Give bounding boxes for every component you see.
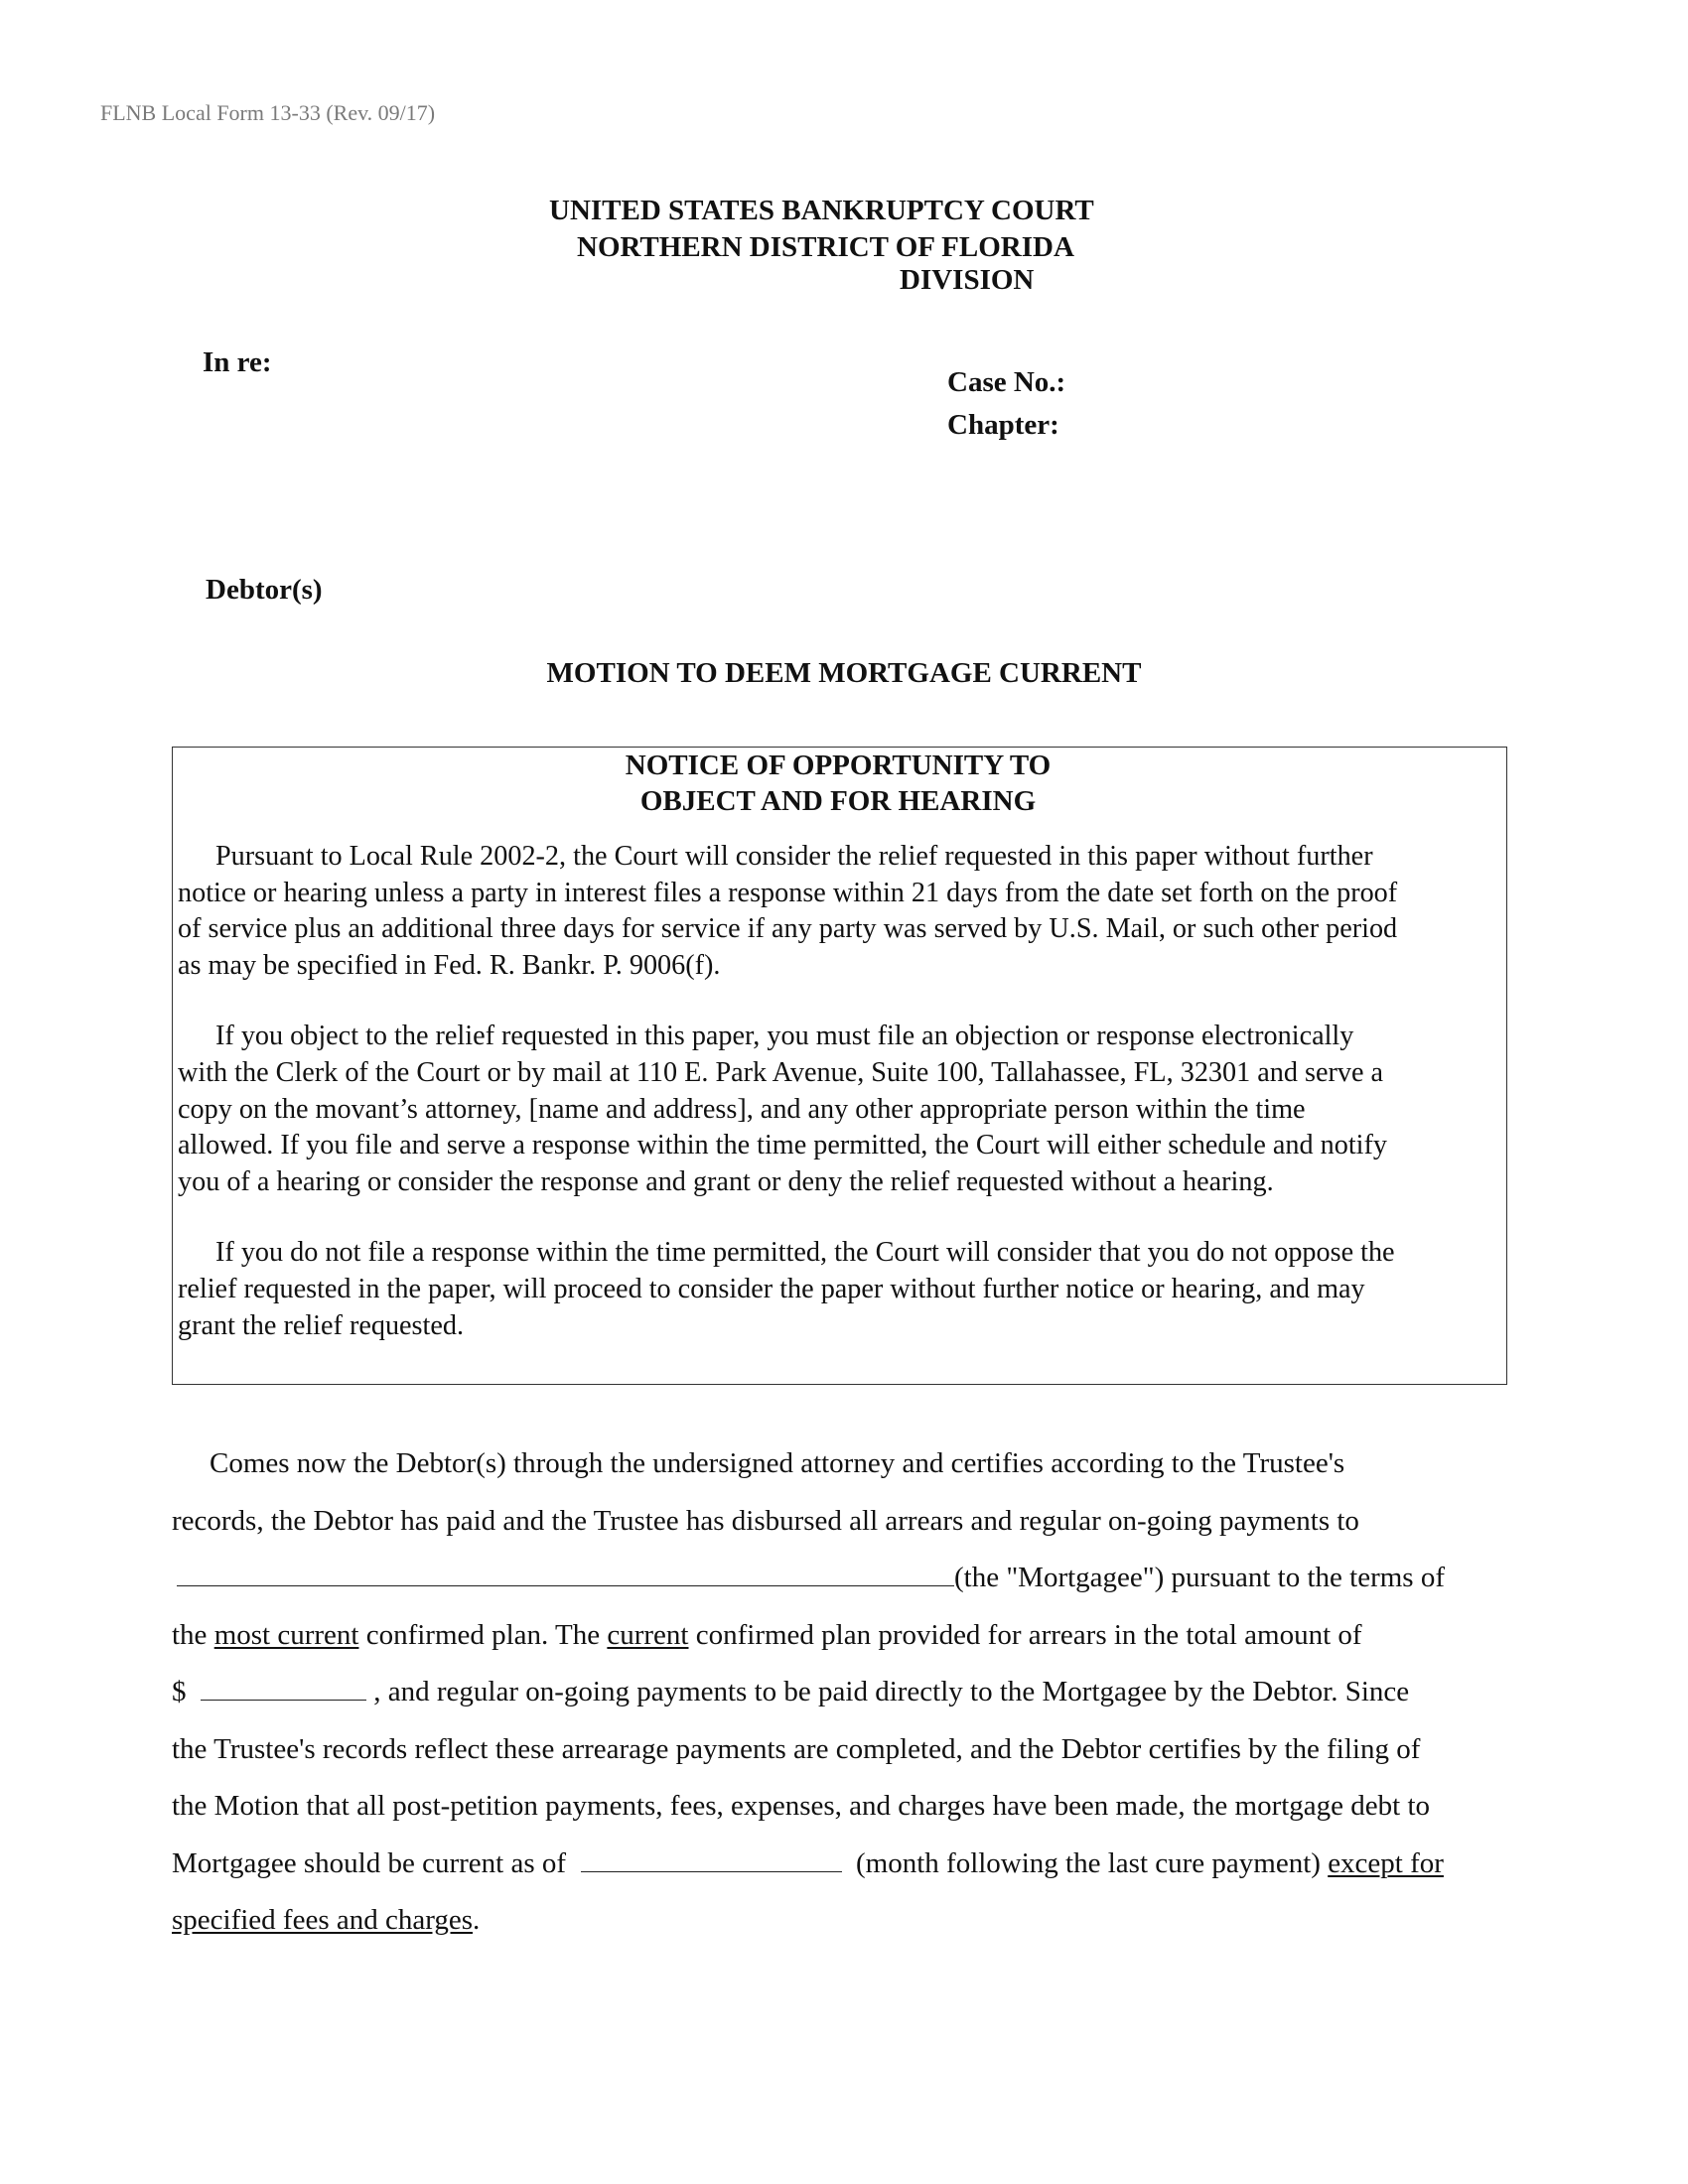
notice-title-line-1: NOTICE OF OPPORTUNITY TO bbox=[625, 750, 1052, 781]
notice-line: copy on the movant’s attorney, [name and address], and any other appropriate person within the time bbox=[178, 1093, 1306, 1125]
notice-title-line-2: OBJECT AND FOR HEARING bbox=[639, 785, 1037, 817]
body-line bbox=[172, 1836, 1507, 1893]
dollar-sign: $ bbox=[172, 1676, 187, 1707]
court-division: DIVISION bbox=[900, 264, 1035, 296]
body-text-segment: confirmed plan. The bbox=[365, 1618, 601, 1651]
motion-body bbox=[172, 1435, 1507, 1950]
notice-line: relief requested in the paper, will proceed to consider the paper without further notice or hearing, and may bbox=[178, 1273, 1365, 1304]
body-line bbox=[172, 1892, 1507, 1950]
form-identifier: FLNB Local Form 13-33 (Rev. 09/17) bbox=[100, 100, 436, 125]
case-number-label: Case No.: bbox=[947, 366, 1066, 398]
notice-line: you of a hearing or consider the response and grant or deny the relief requested without a hearing. bbox=[178, 1165, 1274, 1197]
case-info bbox=[947, 361, 1065, 447]
notice-line: grant the relief requested. bbox=[178, 1309, 464, 1341]
body-text-segment: . bbox=[473, 1904, 481, 1936]
body-line: the Trustee's records reflect these arrearage payments are completed, and the Debtor certifies by the filing of bbox=[172, 1732, 1421, 1765]
notice-line: allowed. If you file and serve a response within the time permitted, the Court will either schedule and notify bbox=[178, 1130, 1387, 1161]
motion-title: MOTION TO DEEM MORTGAGE CURRENT bbox=[546, 657, 1142, 689]
notice-line: If you object to the relief requested in this paper, you must file an objection or response electronically bbox=[215, 1021, 1354, 1052]
body-text-segment: the bbox=[172, 1618, 208, 1651]
mortgagee-clause: (the "Mortgagee") pursuant to the terms of bbox=[954, 1562, 1445, 1593]
body-line: the Motion that all post-petition payments, fees, expenses, and charges have been made, the mortgage debt to bbox=[172, 1790, 1431, 1822]
notice-box bbox=[172, 747, 1507, 1385]
notice-paragraph-3 bbox=[178, 1235, 1498, 1344]
except-for-underlined: except for bbox=[1328, 1846, 1444, 1879]
mortgagee-name-blank[interactable] bbox=[177, 1560, 954, 1586]
body-line bbox=[172, 1664, 1507, 1721]
arrears-amount-blank[interactable] bbox=[201, 1674, 366, 1701]
notice-line: Pursuant to Local Rule 2002-2, the Court will consider the relief requested in this paper without further bbox=[215, 841, 1373, 872]
notice-line: If you do not file a response within the time permitted, the Court will consider that you do not oppose the bbox=[215, 1237, 1395, 1269]
body-text-segment: , and regular on-going payments to be paid directly to the Mortgagee by the Debtor. Since bbox=[373, 1676, 1410, 1707]
notice-paragraph-2 bbox=[178, 1019, 1498, 1200]
court-district: NORTHERN DISTRICT OF FLORIDA bbox=[577, 231, 1074, 263]
current-underlined: current bbox=[607, 1618, 689, 1651]
body-text-segment: (month following the last cure payment) bbox=[856, 1846, 1321, 1879]
most-current-underlined: most current bbox=[213, 1618, 359, 1651]
notice-line: notice or hearing unless a party in interest files a response within 21 days from the date set forth on the proof bbox=[178, 877, 1398, 908]
body-text-segment: confirmed plan provided for arrears in the total amount of bbox=[695, 1618, 1362, 1651]
notice-title bbox=[178, 748, 1498, 819]
chapter-label: Chapter: bbox=[947, 409, 1059, 441]
body-text-segment: Mortgagee should be current as of bbox=[172, 1846, 567, 1879]
body-line bbox=[172, 1550, 1507, 1607]
current-as-of-date-blank[interactable] bbox=[581, 1845, 842, 1872]
body-line bbox=[172, 1607, 1507, 1665]
debtors-label: Debtor(s) bbox=[206, 574, 323, 606]
specified-fees-underlined: specified fees and charges bbox=[172, 1904, 474, 1936]
body-line: records, the Debtor has paid and the Trustee has disbursed all arrears and regular on-going payments to bbox=[172, 1504, 1359, 1537]
notice-paragraph-1 bbox=[178, 839, 1498, 984]
body-line: Comes now the Debtor(s) through the undersigned attorney and certifies according to the Trustee's bbox=[210, 1447, 1345, 1479]
notice-line: as may be specified in Fed. R. Bankr. P. 9006(f). bbox=[178, 949, 721, 981]
notice-line: with the Clerk of the Court or by mail at 110 E. Park Avenue, Suite 100, Tallahassee, FL, 32301 and serve a bbox=[178, 1056, 1384, 1088]
court-name: UNITED STATES BANKRUPTCY COURT bbox=[549, 195, 1094, 226]
notice-line: of service plus an additional three days for service if any party was served by U.S. Mail, or such other period bbox=[178, 913, 1398, 945]
in-re-label: In re: bbox=[203, 346, 272, 378]
